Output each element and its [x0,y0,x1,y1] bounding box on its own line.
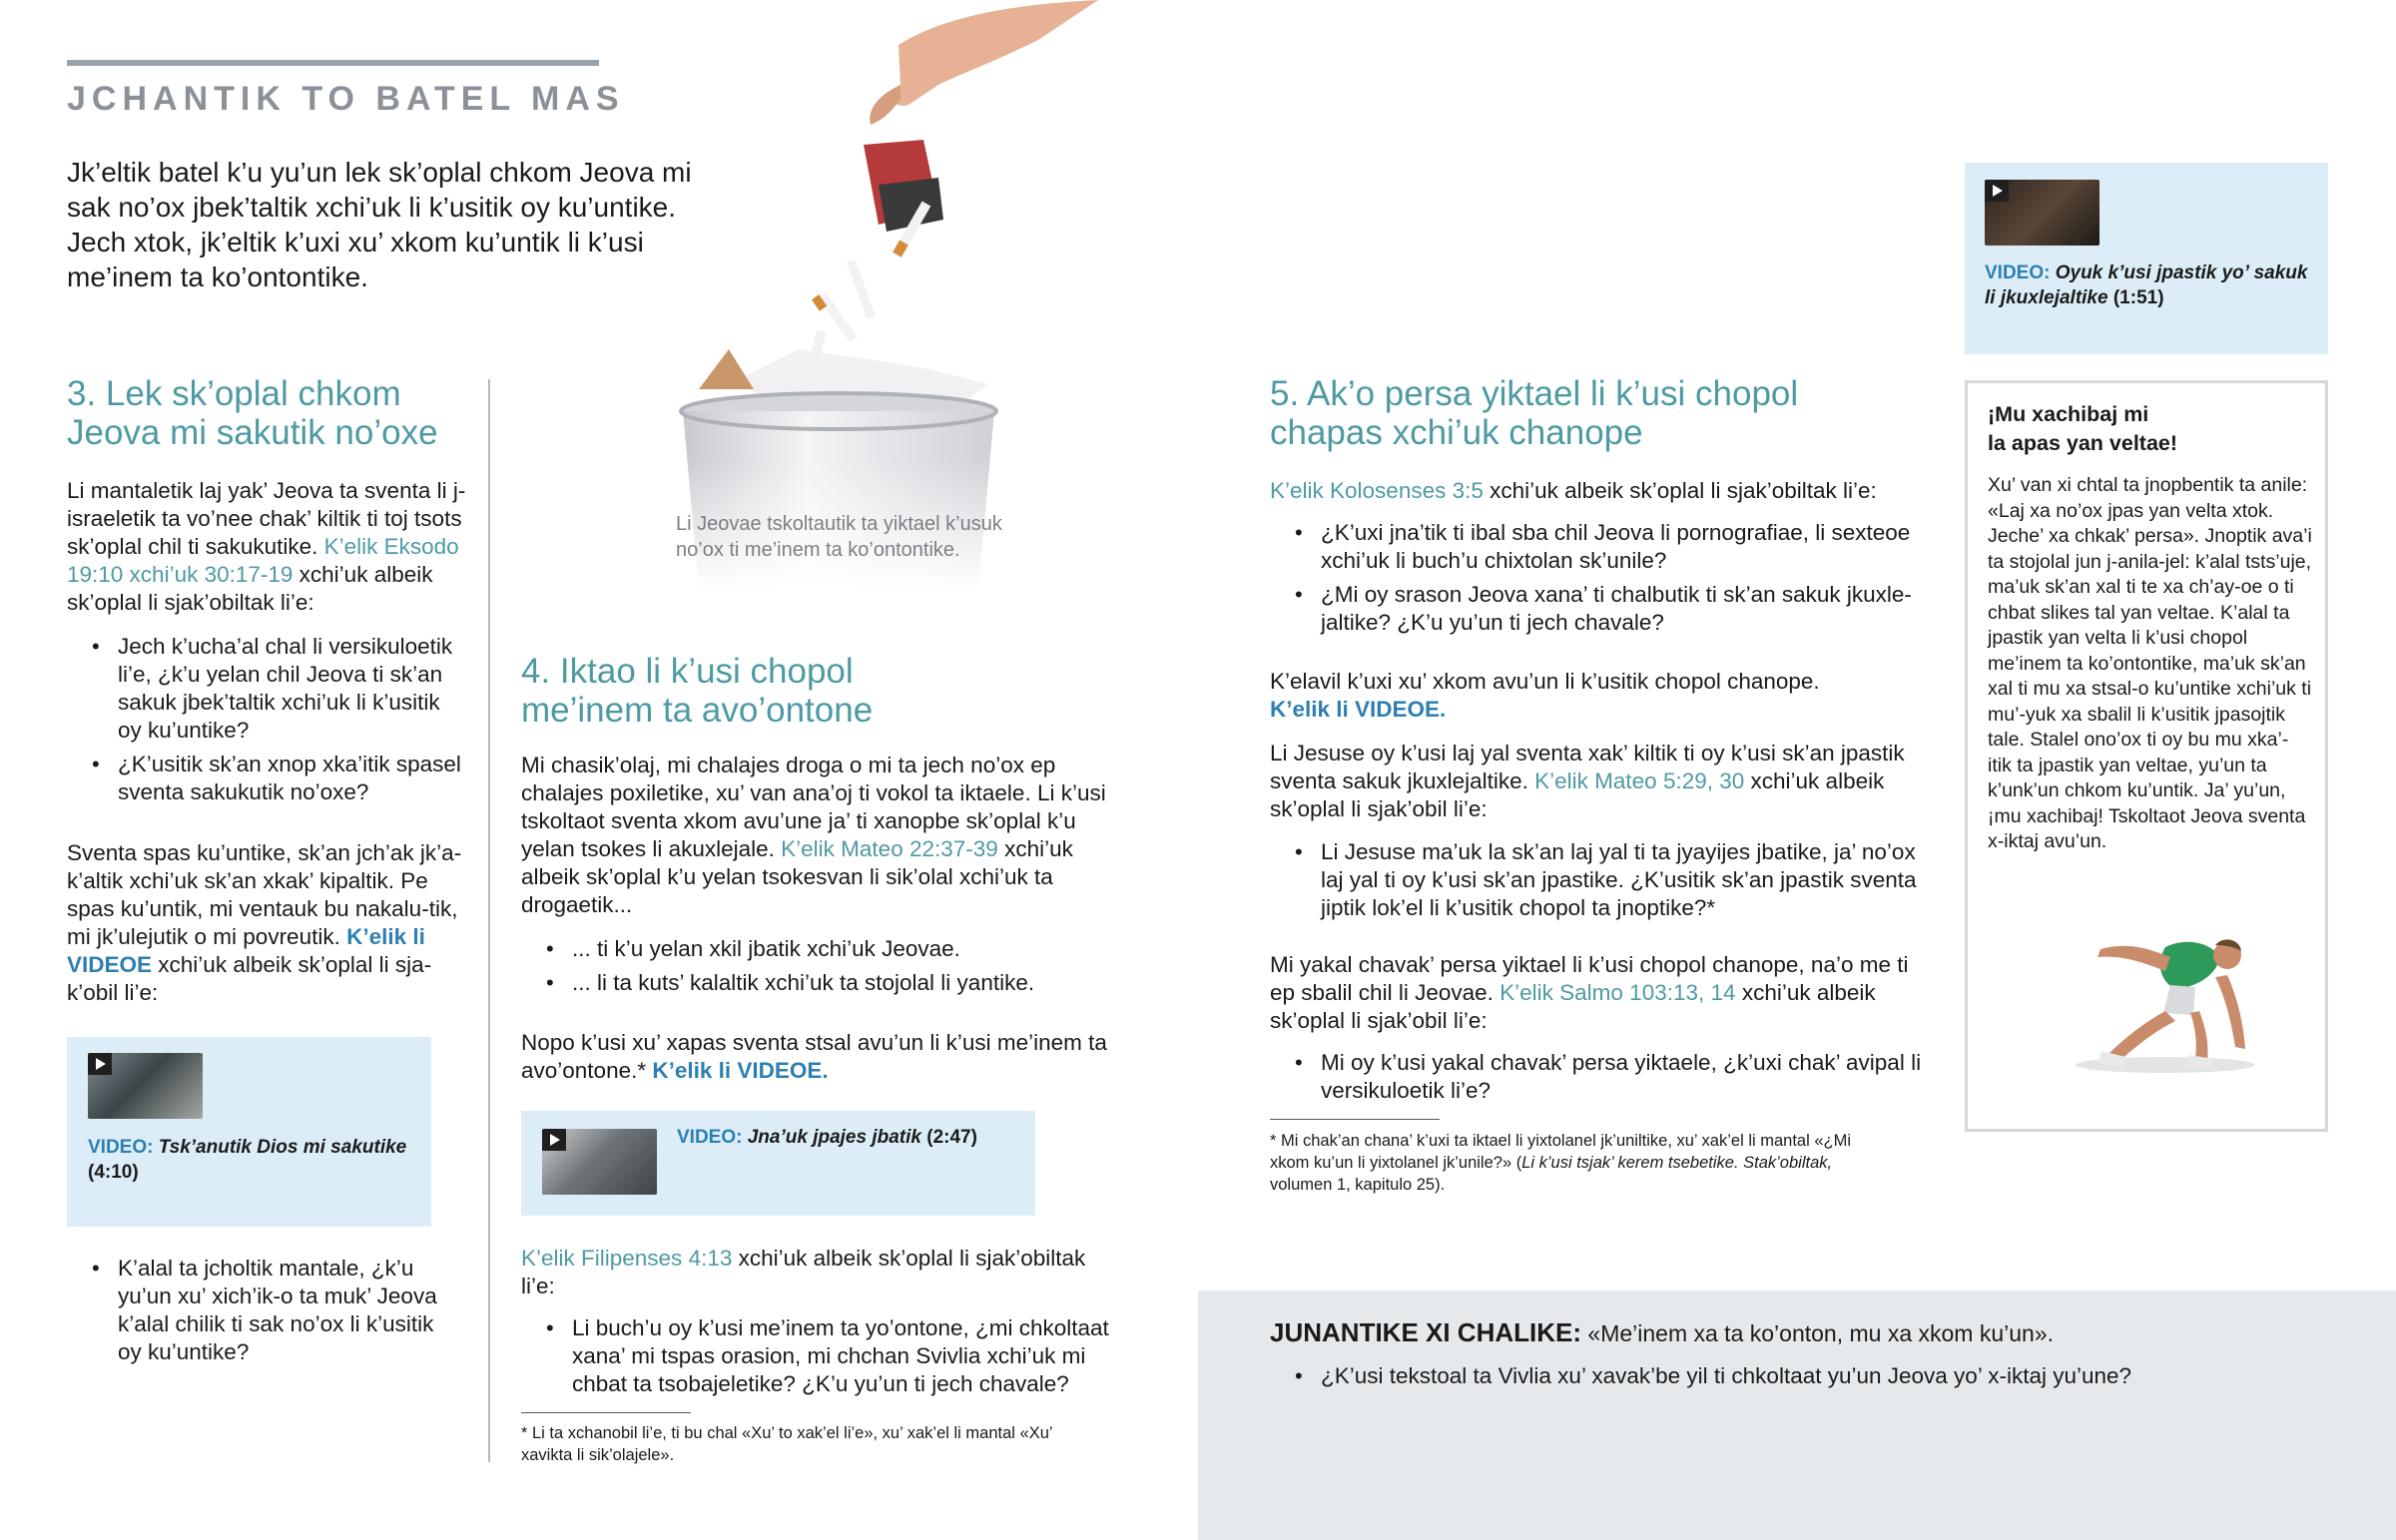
s3-bullet-list-2 [92,1255,451,1372]
hand-trash-illustration [639,0,1118,589]
list-item: • Li buch’u oy k’usi me’inem ta yo’ontone, ¿mi chkoltaat xana’ mi tspas orasion, mi chchan Svivlia xchi’uk mi chbat ta tsobajeletike? ¿K’u yu’un ti jech chavale? [546,1314,1125,1398]
review-bullet-list [1295,1362,2343,1396]
s5-paragraph-1: K’elik Kolosenses 3:5 xchi’uk albeik sk’oplal li sjak’obiltak li’e: [1270,478,1877,503]
list-item: • ... li ta kuts’ kalaltik xchi’uk ta stojolal li yantike. [546,969,1105,997]
list-item: • Li Jesuse ma’uk la sk’an laj yal ti ta jyayijes jbatike, ja’ no’ox laj yal ti oy k’usi sk’an jpastike. ¿K’usitik sk’an jpastik sventa jiptik lok’el li k’usitik chopol ta jnoptike?* [1295,838,1934,922]
s3-scripture-link-1[interactable]: K’elik Eksodo 19:10 xchi’uk 30:17-19 [67,534,459,587]
s5-footnote: * Mi chak’an chana’ k’uxi ta iktael li yixtolanel jk’uniltike, xu’ xak’el li mantal «¿Mi xkom ku’un li yixtolanel jk’unile?» (Li k’usi tsjak’ kerem tsebetike. Stak’obiltak, volumen 1, kapitulo 25). [1270,1132,1852,1194]
s5-video-link[interactable]: K’elik li VIDEOE. [1270,697,1447,722]
review-line [1270,1317,2368,1348]
s5-footnote-rule [1270,1119,1440,1120]
sidebar-box [1965,380,2328,1132]
s3-video-box[interactable] [67,1037,431,1227]
s3-paragraph-2: Sventa spas ku’untike, sk’an jch’ak jk’a-k’altik xchi’uk sk’an xkak’ kipaltik. Pe spas ku’untik, mi ventauk bu nakalu-tik, mi jk’ulejutik o mi povreutik. K’elik li VIDEOE xchi’uk albeik sk’oplal li sja-k’obil li’e: [67,840,462,1005]
image-caption: Li Jeovae tskoltautik ta yiktael k’usuk no’ox ti me’inem ta ko’ontontike. [676,513,1002,561]
column-divider [488,379,490,1462]
list-item: • Mi oy k’usi yakal chavak’ persa yiktaele, ¿k’uxi chak’ avipal li versikuloetik li’e? [1295,1049,1934,1105]
s4-bullet-list-2 [546,1314,1125,1404]
list-item: • ... ti k’u yelan xkil jbatik xchi’uk Jeovae. [546,935,1105,963]
sidebar-text: Xu’ van xi chtal ta jnopbentik ta anile: «Laj xa no’ox jpas yan velta xtok. Jeche’ xa chkak’ persa». Jnoptik ava’i ta stojolal jun j-anila-jel: k’alal tsts’uje, ma’uk sk’an xal ti te xa ch’ay-oe o ti chbat slikes tal yan veltae. K’alal ta jpastik yan velta li k’usi chopol me’inem ta ko’ontontike, ma’uk sk’an xal ti mu xa stsal-o ku’untike xchi’uk ti mu’-yuk xa sbalil li k’usitik jpasojtik tale. Stalel ono’ox ti oy bu mu xka’-itik ta jpastik yan veltae, yu’un ta k’unk’un chkom ku’untik. Ja’ yu’un, ¡mu xachibaj! Tskoltaot Jeova sventa x-iktaj avu’un. [1988,474,2312,852]
list-item: • K’alal ta jcholtik mantale, ¿k’u yu’un xu’ xich’ik-o ta muk’ Jeova k’alal chilik ti sak no’ox li k’usitik oy ku’untike? [92,1255,451,1366]
video-thumbnail[interactable] [1985,180,2099,246]
s3-video-link[interactable]: K’elik li VIDEOE [67,924,425,977]
s4-paragraph-2: Nopo k’usi xu’ xapas sventa stsal avu’un li k’usi me’inem ta avo’ontone.* K’elik li VIDEOE. [521,1030,1107,1083]
s5-bullet-list-3 [1295,1049,1934,1111]
s5-paragraph-2: K’elavil k’uxi xu’ xkom avu’un li k’usitik chopol chanope. K’elik li VIDEOE. [1270,669,1820,722]
s4-paragraph-3: K’elik Filipenses 4:13 xchi’uk albeik sk’oplal li sjak’obiltak li’e: [521,1246,1086,1298]
video-caption: VIDEO: Tsk’anutik Dios mi sakutike (4:10) [88,1137,407,1183]
s3-bullet-list-1 [92,633,461,812]
video-caption: VIDEO: Oyuk k’usi jpastik yo’ sakuk li jkuxlejaltike (1:51) [1985,262,2308,308]
s3-paragraph-1: Li mantaletik laj yak’ Jeova ta sventa li j-israeletik ta vo’nee chak’ kiltik ti toj tsots sk’oplal chil ti sakukutike. K’elik Eksodo 19:10 xchi’uk 30:17-19 xchi’uk albeik sk’oplal li sjak’obiltak li’e: [67,478,466,615]
s5-paragraph-3: Li Jesuse oy k’usi laj yal sventa xak’ kiltik ti oy k’usi sk’an jpastik sventa sakuk jkuxlejaltike. K’elik Mateo 5:29, 30 xchi’uk albeik sk’oplal li sjak’obil li’e: [1270,741,1905,821]
s5-scripture-link-1[interactable]: K’elik Kolosenses 3:5 [1270,478,1484,503]
intro-text: Jk’eltik batel k’u yu’un lek sk’oplal chkom Jeova mi sak no’ox jbek’taltik xchi’uk li k’usitik oy ku’untike. Jech xtok, jk’eltik k’uxi xu’ xkom ku’untik li k’usi me’inem ta ko’ontontike. [67,157,692,292]
runner-illustration [2046,927,2275,1077]
s4-footnote: * Li ta xchanobil li’e, ti bu chal «Xu’ to xak’el li’e», xu’ xak’el li mantal «Xu’ xavikta li sik’olajele». [521,1424,1052,1464]
s5-bullet-list-2 [1295,838,1934,928]
list-item: • Jech k’ucha’al chal li versikuloetik li’e, ¿k’u yelan chil Jeova ti sk’an sakuk jbek’taltik xchi’uk li k’usitik oy ku’untike? [92,633,461,745]
s4-scripture-link-1[interactable]: K’elik Mateo 22:37-39 [781,836,998,861]
sidebar-title: ¡Mu xachibaj mi la apas yan veltae! [1988,402,2178,455]
video-thumbnail[interactable] [542,1129,657,1195]
s4-scripture-link-2[interactable]: K’elik Filipenses 4:13 [521,1246,733,1271]
s4-video-box[interactable] [521,1111,1035,1216]
play-icon[interactable] [1985,180,2009,202]
s5-paragraph-4: Mi yakal chavak’ persa yiktael li k’usi chopol chanope, na’o me ti ep sbalil chil li Jeovae. K’elik Salmo 103:13, 14 xchi’uk albeik sk’oplal li sjak’obil li’e: [1270,952,1909,1033]
s4-bullet-list-1 [546,935,1105,1003]
review-box [1198,1290,2396,1540]
s4-video-link[interactable]: K’elik li VIDEOE. [652,1058,829,1083]
review-title: JUNANTIKE XI CHALIKE: [1270,1317,1582,1347]
video-thumbnail[interactable] [88,1053,203,1119]
section-5-heading: 5. Ak’o persa yiktael li k’usi chopol chapas xchi’uk chanope [1270,374,1799,452]
s5-bullet-list-1 [1295,519,1934,643]
s5-scripture-link-2[interactable]: K’elik Mateo 5:29, 30 [1534,769,1745,793]
section-3-heading: 3. Lek sk’oplal chkom Jeova mi sakutik no’oxe [67,374,438,452]
side-video-box[interactable] [1965,163,2328,354]
list-item: • ¿K’uxi jna’tik ti ibal sba chil Jeova li pornografiae, li sexteoe xchi’uk li buch’u chixtolan sk’unile? [1295,519,1934,575]
s4-paragraph-1: Mi chasik’olaj, mi chalajes droga o mi ta jech no’ox ep chalajes poxiletike, xu’ van ana’oj ti vokol ta iktaele. Li k’usi tskoltaot sventa xkom avu’une ja’ ti xanopbe sk’oplal k’u yelan tsokes li akuxlejale. K’elik Mateo 22:37-39 xchi’uk albeik sk’oplal k’u yelan tsokesvan li sik’olal xchi’uk ta drogaetik... [521,753,1106,917]
video-caption: VIDEO: Jna’uk jpajes jbatik (2:47) [677,1127,977,1148]
section-4-heading: 4. Iktao li k’usi chopol me’inem ta avo’ontone [521,652,874,730]
review-summary: «Me’inem xa ta ko’onton, mu xa xkom ku’un». [1587,1320,2055,1346]
section-title: JCHANTIK TO BATEL MAS [67,80,625,118]
play-icon[interactable] [542,1129,566,1151]
play-icon[interactable] [88,1053,112,1075]
s5-scripture-link-3[interactable]: K’elik Salmo 103:13, 14 [1499,980,1736,1005]
s4-footnote-rule [521,1412,691,1413]
list-item: • ¿K’usi tekstoal ta Vivlia xu’ xavak’be yil ti chkoltaat yu’un Jeova yo’ x-iktaj yu’une? [1295,1362,2343,1390]
list-item: • ¿K’usitik sk’an xnop xka’itik spasel sventa sakukutik no’oxe? [92,751,461,806]
title-rule [67,60,599,66]
list-item: • ¿Mi oy srason Jeova xana’ ti chalbutik ti sk’an sakuk jkuxle-jaltike? ¿K’u yu’un ti jech chavale? [1295,581,1934,637]
